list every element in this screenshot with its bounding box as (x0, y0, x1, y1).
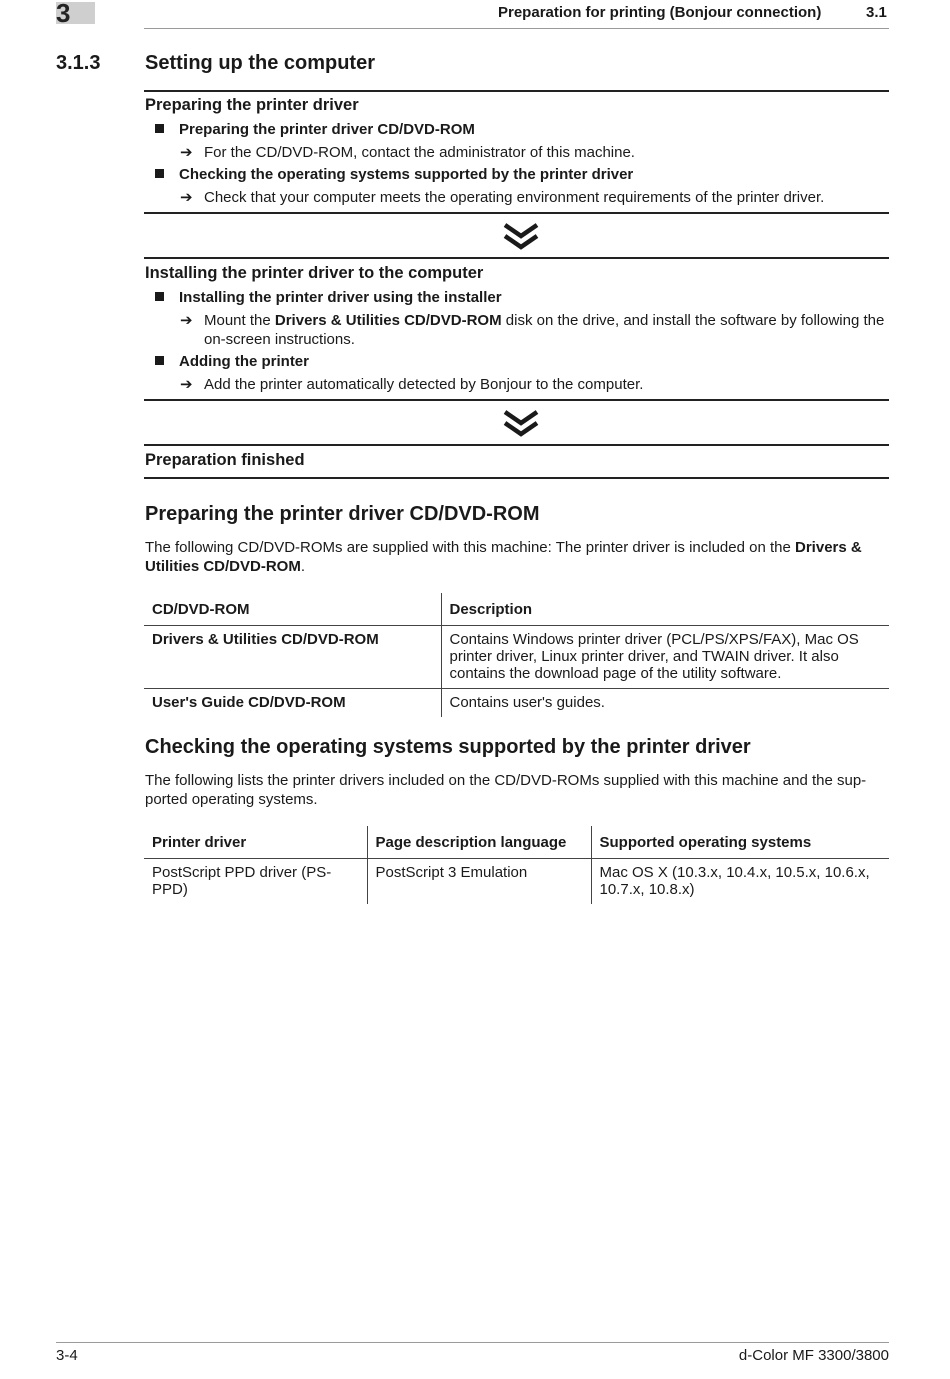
arrow-right-icon: ➔ (180, 189, 193, 206)
chapter-number: 3 (56, 0, 71, 28)
table-row (144, 626, 889, 689)
double-chevron-down-icon (503, 410, 539, 438)
square-bullet-icon (155, 124, 164, 133)
bullet-text: Installing the printer driver using the installer (179, 289, 502, 306)
product-model: d-Color MF 3300/3800 (738, 1347, 889, 1364)
section-number: 3.1.3 (56, 52, 101, 74)
table-header-row (144, 826, 889, 859)
flow-step-heading: Preparation finished (145, 451, 305, 469)
square-bullet-icon (155, 292, 164, 301)
running-header-title: Preparation for printing (Bonjour connection) (498, 4, 822, 21)
subsection-title: Preparing the printer driver CD/DVD-ROM (145, 503, 540, 525)
flow-divider (144, 444, 889, 446)
arrow-text: Check that your computer meets the operating environment requirements of the printer driver. (204, 189, 825, 206)
column-header: Description (441, 593, 889, 626)
bullet-item (155, 121, 475, 138)
table-cell: PostScript 3 Emulation (367, 859, 591, 905)
square-bullet-icon (155, 169, 164, 178)
table-cell: Drivers & Utilities CD/DVD-ROM (144, 626, 441, 689)
bullet-item (155, 166, 633, 183)
section-title: Setting up the computer (145, 52, 375, 74)
column-header: CD/DVD-ROM (144, 593, 441, 626)
table-header-row (144, 593, 889, 626)
arrow-item (180, 188, 885, 207)
arrow-item (180, 143, 885, 162)
table-cell: PostScript PPD driver (PS-PPD) (152, 864, 332, 898)
arrow-text: Mount the Drivers & Utilities CD/DVD-ROM disk on the drive, and install the software by following the on-screen instructions. (204, 312, 885, 348)
square-bullet-icon (155, 356, 164, 365)
table-row (144, 689, 889, 718)
table-cell: Mac OS X (10.3.x, 10.4.x, 10.5.x, 10.6.x, 10.7.x, 10.8.x) (591, 859, 889, 905)
arrow-right-icon: ➔ (180, 144, 193, 161)
double-chevron-down-icon (503, 223, 539, 251)
footer-divider (56, 1342, 889, 1343)
bullet-text: Preparing the printer driver CD/DVD-ROM (179, 121, 475, 138)
arrow-item (180, 375, 885, 394)
subsection-title: Checking the operating systems supported by the printer driver (145, 736, 751, 758)
arrow-text: Add the printer automatically detected by Bonjour to the computer. (204, 376, 644, 393)
flow-divider (144, 257, 889, 259)
bullet-item (155, 289, 502, 306)
arrow-right-icon: ➔ (180, 312, 193, 329)
flow-step-heading: Preparing the printer driver (145, 96, 359, 114)
subsection-intro: The following lists the printer drivers included on the CD/DVD-ROMs supplied with this machine and the sup-ported operating systems. (145, 772, 867, 808)
bullet-text: Checking the operating systems supported by the printer driver (179, 166, 634, 183)
printer-driver-table (144, 826, 889, 904)
flow-divider (144, 399, 889, 401)
flow-divider (144, 90, 889, 92)
table-cell: Contains user's guides. (441, 689, 889, 718)
header-divider (144, 28, 889, 29)
column-header: Printer driver (144, 826, 367, 859)
flow-divider (144, 477, 889, 479)
bullet-item (155, 353, 309, 370)
page-number: 3-4 (56, 1347, 78, 1364)
table-cell: User's Guide CD/DVD-ROM (152, 694, 346, 711)
table-cell: Contains Windows printer driver (PCL/PS/XPS/FAX), Mac OS printer driver, Linux printer driver, and TWAIN driver. It also contains the download page of the utility software. (441, 626, 889, 689)
arrow-text: For the CD/DVD-ROM, contact the administrator of this machine. (204, 144, 635, 161)
flow-divider (144, 212, 889, 214)
table-row (144, 859, 889, 905)
running-header-section: 3.1 (866, 4, 887, 21)
arrow-item (180, 311, 885, 349)
cd-dvd-table (144, 593, 889, 717)
arrow-right-icon: ➔ (180, 376, 193, 393)
column-header: Supported operating systems (591, 826, 889, 859)
subsection-intro: The following CD/DVD-ROMs are supplied with this machine: The printer driver is included on the Drivers & Utilities CD/DVD-ROM. (145, 539, 862, 575)
flow-step-heading: Installing the printer driver to the computer (145, 264, 484, 282)
bullet-text: Adding the printer (179, 353, 309, 370)
column-header: Page description language (367, 826, 591, 859)
